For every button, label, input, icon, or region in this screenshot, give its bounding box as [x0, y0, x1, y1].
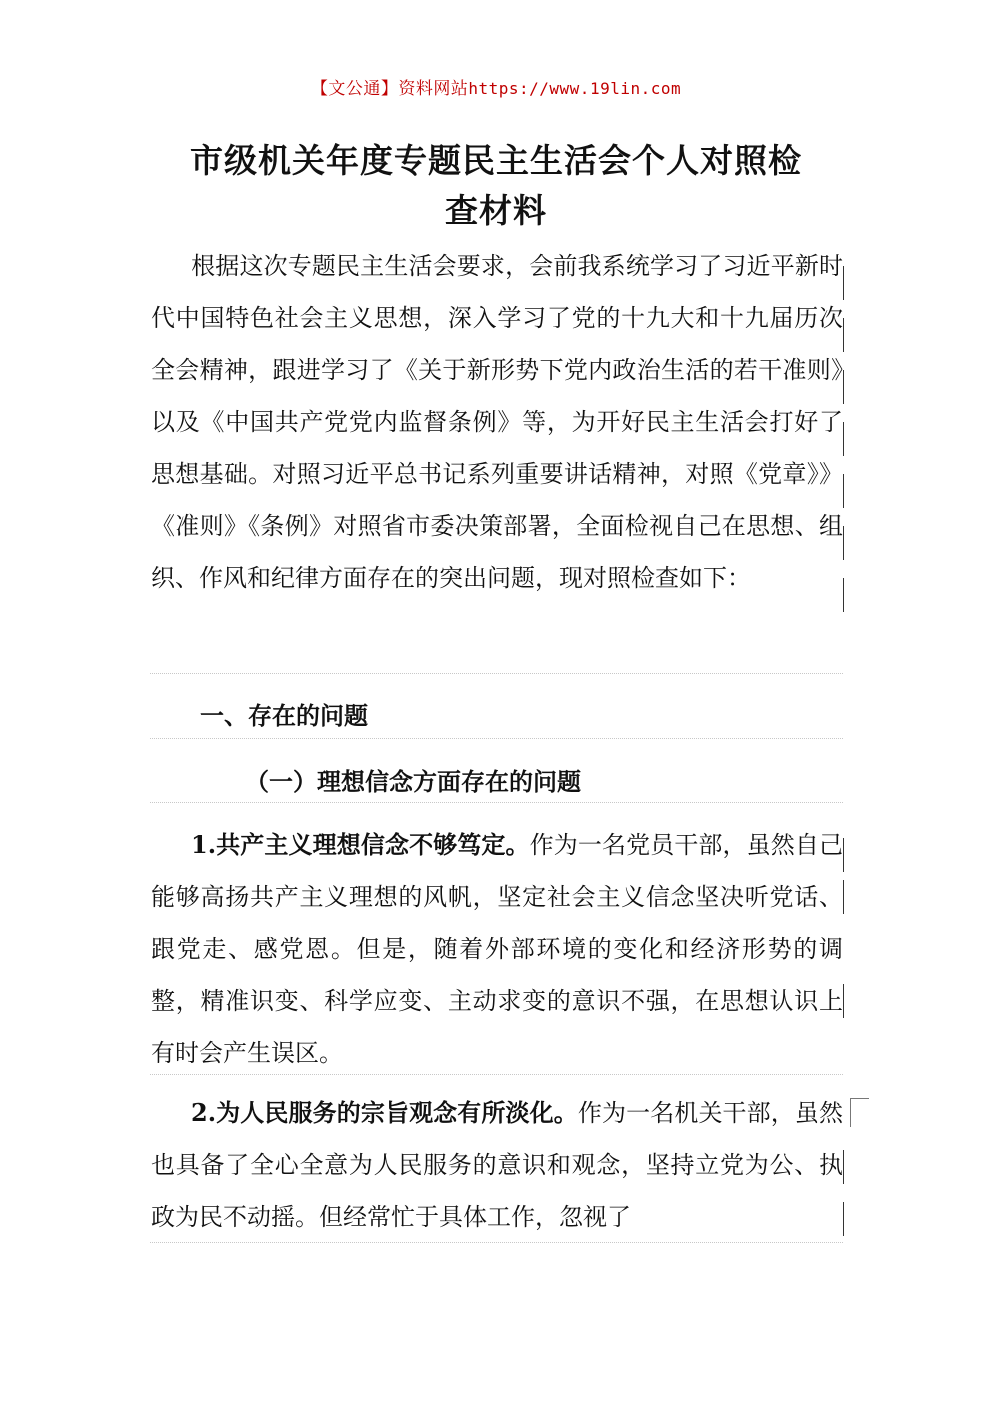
margin-mark	[843, 266, 844, 300]
header-label: 【文公通】资料网站	[310, 79, 469, 99]
title-line-1: 市级机关年度专题民主生活会个人对照检	[190, 141, 802, 180]
item-1-paragraph	[151, 819, 843, 1079]
intro-paragraph	[151, 240, 843, 604]
document-title	[150, 136, 842, 236]
item-1-lead: 1.共产主义理想信念不够笃定。	[191, 830, 530, 859]
subsection-heading: （一）理想信念方面存在的问题	[245, 767, 581, 796]
margin-mark	[843, 422, 844, 456]
margin-mark	[843, 370, 844, 404]
margin-mark	[843, 318, 844, 352]
divider	[150, 738, 843, 739]
site-header	[0, 74, 992, 99]
margin-corner-mark	[850, 1098, 869, 1127]
divider	[150, 673, 843, 674]
divider	[150, 802, 843, 803]
margin-mark	[843, 1150, 844, 1184]
header-url[interactable]: https://www.19lin.com	[468, 79, 682, 98]
intro-text: 根据这次专题民主生活会要求，会前我系统学习了习近平新时代中国特色社会主义思想，深入学习了党的十九大和十九届历次全会精神，跟进学习了《关于新形势下党内政治生活的若干准则》以及《中国共产党党内监督条例》等，为开好民主生活会打好了思想基础。对照习近平总书记系列重要讲话精神，对照《党章》》《准则》《条例》对照省市委决策部署，全面检视自己在思想、组织、作风和纪律方面存在的突出问题，现对照检查如下：	[151, 252, 843, 592]
section-heading: 一、存在的问题	[200, 701, 368, 730]
item-2-text: 作为一名机关干部，虽然也具备了全心全意为人民服务的意识和观念，坚持立党为公、执政为民不动摇。但经常忙于具体工作，忽视了	[151, 1099, 844, 1231]
title-line-2: 查材料	[445, 191, 547, 230]
divider	[150, 1242, 843, 1243]
margin-mark	[843, 578, 844, 612]
margin-mark	[843, 838, 844, 872]
item-1-text: 作为一名党员干部，虽然自己能够高扬共产主义理想的风帆，坚定社会主义信念坚决听党话、跟党走、感党恩。但是，随着外部环境的变化和经济形势的调整，精准识变、科学应变、主动求变的意识不强，在思想认识上有时会产生误区。	[151, 831, 843, 1067]
margin-mark	[843, 474, 844, 508]
margin-mark	[843, 526, 844, 560]
item-2-paragraph	[151, 1087, 843, 1243]
margin-mark	[843, 984, 844, 1018]
divider	[150, 1074, 843, 1075]
margin-mark	[843, 880, 844, 914]
margin-mark	[843, 1202, 844, 1236]
item-2-lead: 2.为人民服务的宗旨观念有所淡化。	[191, 1098, 578, 1127]
